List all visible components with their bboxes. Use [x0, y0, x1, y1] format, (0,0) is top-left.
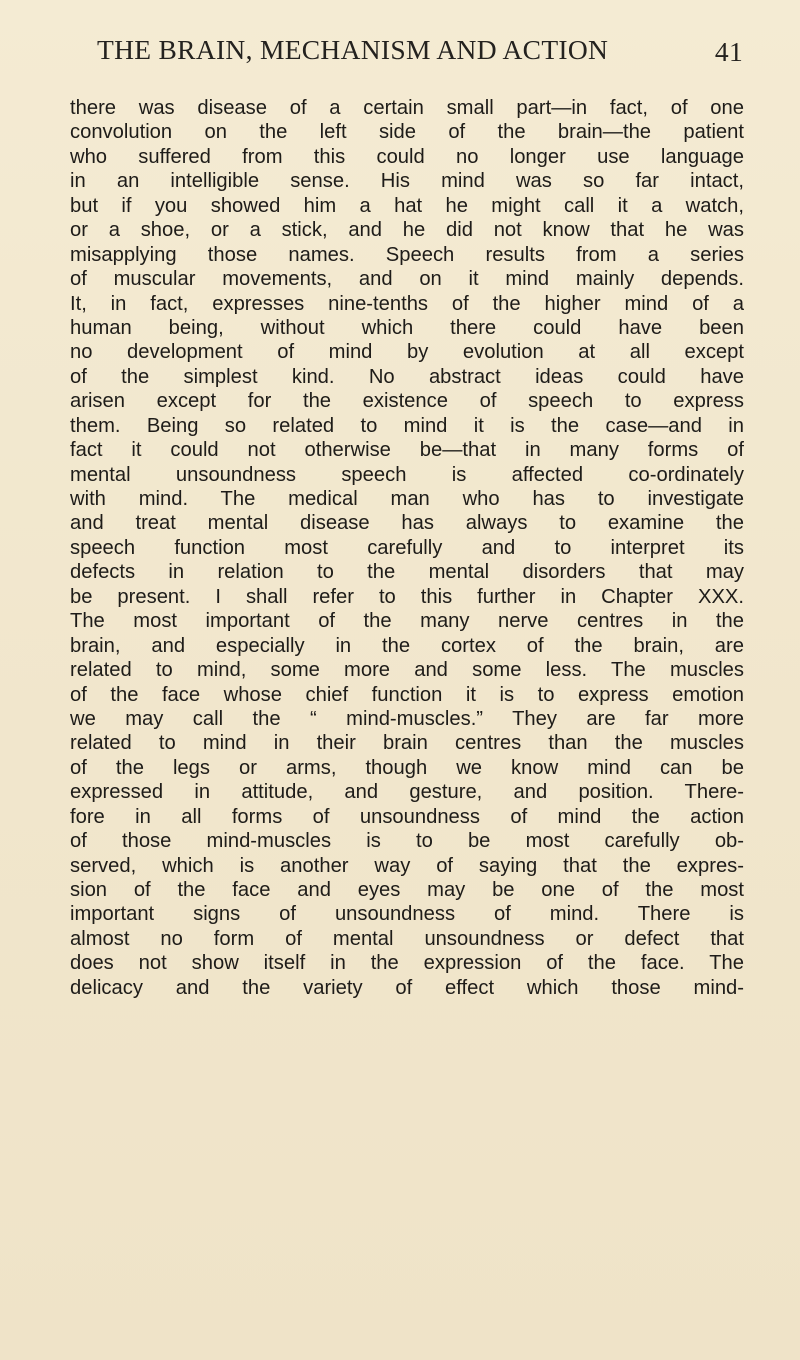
text-line: of the face whose chief function it is to express emotion	[70, 683, 744, 706]
text-line: no development of mind by evolution at all except	[70, 341, 744, 364]
text-line: of those mind-muscles is to be most carefully ob-	[70, 830, 744, 853]
text-line: fact it could not otherwise be—that in many forms of	[70, 439, 744, 462]
running-head	[97, 34, 745, 78]
text-line: and treat mental disease has always to examine the	[70, 512, 744, 535]
text-line: does not show itself in the expression of the face. The	[70, 952, 744, 975]
page-number: 41	[714, 36, 743, 67]
text-line: convolution on the left side of the brain—the patient	[70, 121, 744, 144]
text-line: delicacy and the variety of effect which those mind-	[70, 976, 744, 999]
text-line: related to mind, some more and some less. The muscles	[70, 659, 744, 682]
text-line: It, in fact, expresses nine-tenths of the higher mind of a	[70, 292, 744, 315]
text-line: there was disease of a certain small part—in fact, of one	[70, 97, 744, 119]
running-title: THE BRAIN, MECHANISM AND ACTION	[97, 34, 609, 65]
text-line: be present. I shall refer to this further in Chapter XXX.	[70, 585, 744, 608]
text-line: them. Being so related to mind it is the case—and in	[70, 414, 744, 437]
text-line: in an intelligible sense. His mind was so far intact,	[70, 170, 744, 193]
text-line: fore in all forms of unsoundness of mind the action	[70, 805, 744, 828]
text-line: sion of the face and eyes may be one of the most	[70, 879, 744, 901]
text-line: of the simplest kind. No abstract ideas could have	[70, 365, 744, 388]
text-line: expressed in attitude, and gesture, and position. There-	[70, 781, 744, 804]
text-line: but if you showed him a hat he might call it a watch,	[70, 194, 744, 217]
text-line: defects in relation to the mental disorders that may	[70, 561, 744, 584]
text-line: arisen except for the existence of speech to express	[70, 390, 744, 413]
text-line: with mind. The medical man who has to investigate	[70, 488, 744, 510]
text-line: The most important of the many nerve centres in the	[70, 610, 744, 633]
text-line: brain, and especially in the cortex of the brain, are	[70, 634, 744, 657]
text-line: mental unsoundness speech is affected co-ordinately	[70, 463, 744, 486]
text-line: we may call the “ mind-muscles.” They are far more	[70, 707, 744, 730]
text-line: who suffered from this could no longer use language	[70, 145, 744, 168]
text-line: almost no form of mental unsoundness or defect that	[70, 927, 744, 950]
text-line: human being, without which there could have been	[70, 316, 744, 339]
text-line: of muscular movements, and on it mind mainly depends.	[70, 268, 744, 291]
text-line: misapplying those names. Speech results from a series	[70, 243, 744, 266]
text-line: served, which is another way of saying that the expres-	[70, 854, 744, 877]
body-text	[70, 96, 744, 1000]
text-line: or a shoe, or a stick, and he did not know that he was	[70, 219, 744, 242]
text-line: important signs of unsoundness of mind. There is	[70, 903, 744, 926]
text-line: related to mind in their brain centres than the muscles	[70, 732, 744, 755]
text-line: speech function most carefully and to interpret its	[70, 536, 744, 559]
text-line: of the legs or arms, though we know mind can be	[70, 756, 744, 779]
